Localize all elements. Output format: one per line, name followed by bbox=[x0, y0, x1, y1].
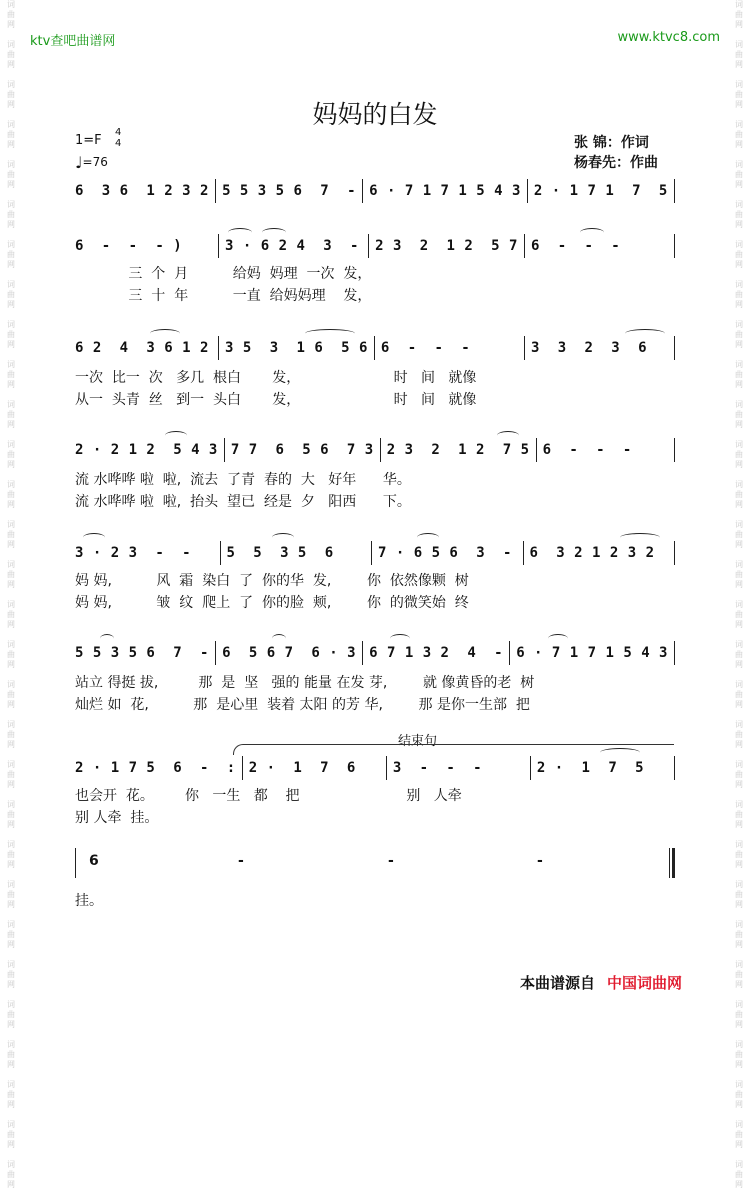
bar-line bbox=[75, 848, 76, 878]
slur-mark bbox=[272, 634, 286, 643]
composer-credit: 杨春先：作曲 bbox=[574, 155, 658, 171]
tempo-value: =76 bbox=[82, 155, 108, 169]
slur-mark bbox=[305, 329, 355, 338]
lyric-line: 别 人牵 挂。 bbox=[75, 810, 159, 826]
slur-mark bbox=[165, 431, 187, 440]
score-line bbox=[75, 437, 675, 463]
measure: 6 - - - bbox=[530, 238, 621, 254]
measure: 3 3 2 3 6 bbox=[530, 340, 648, 356]
measure: 6 7 1 3 2 4 - bbox=[369, 645, 504, 661]
slur-mark bbox=[417, 533, 439, 542]
ending-label: 结束句 bbox=[398, 734, 438, 749]
bar-line bbox=[674, 438, 675, 462]
lyric-line: 也会开 花。 你 一生 都 把 别 人牵 bbox=[75, 788, 462, 804]
final-lyric: 挂。 bbox=[75, 893, 103, 909]
ending-bracket bbox=[233, 744, 674, 755]
measure: 5 5 3 5 6 7 - bbox=[222, 183, 356, 199]
time-signature bbox=[115, 127, 121, 149]
final-note: 6 bbox=[89, 853, 99, 869]
lyric-line: 妈 妈, 风 霜 染白 了 你的华 发, 你 依然像颗 树 bbox=[75, 573, 469, 589]
tempo-marking bbox=[75, 153, 108, 172]
key-signature bbox=[75, 127, 122, 149]
final-score-line bbox=[75, 848, 675, 878]
measure: 2 3 2 1 2 5 7 bbox=[375, 238, 518, 254]
bar-line bbox=[674, 336, 675, 360]
lyric-line: 流 水哗哗 啦 啦, 抬头 望已 经是 夕 阳西 下。 bbox=[75, 494, 411, 510]
lyric-line: 流 水哗哗 啦 啦, 流去 了青 春的 大 好年 华。 bbox=[75, 472, 411, 488]
measure: 2 · 1 7 1 7 5 bbox=[533, 183, 668, 199]
credits bbox=[574, 133, 658, 173]
slur-mark bbox=[150, 329, 180, 338]
measure: 2 · 1 7 6 bbox=[248, 760, 356, 776]
slur-mark bbox=[262, 228, 286, 237]
right-watermark-strip: 词 曲 网 词 曲 网 词 曲 网 词 曲 网 词 曲 网 词 曲 网 词 曲 网 词 曲 网 词 曲 网 词 曲 网 词 曲 网 词 曲 网 词 曲 网 词 曲 网 词 曲 网 词 曲 网 词 曲 网 词 曲 网 词 曲 网 词 曲 网 词 曲 网 词 曲 网 词 曲 网 词 曲 网 词 曲 网 词 曲 网 词 曲 网 词 曲 网 词 曲 网 词 曲 网 bbox=[735, 0, 743, 1189]
measure: 6 2 4 3 6 1 2 bbox=[75, 340, 209, 356]
measure: 2 · 1 7 5 6 - : bbox=[75, 760, 236, 776]
site-url-right[interactable]: www.ktvc8.com bbox=[617, 30, 720, 45]
measure: 6 · 7 1 7 1 5 4 3 bbox=[516, 645, 668, 661]
score-line bbox=[75, 640, 675, 666]
bar-line bbox=[674, 641, 675, 665]
left-watermark-strip: 词 曲 网 词 曲 网 词 曲 网 词 曲 网 词 曲 网 词 曲 网 词 曲 网 词 曲 网 词 曲 网 词 曲 网 词 曲 网 词 曲 网 词 曲 网 词 曲 网 词 曲 网 词 曲 网 词 曲 网 词 曲 网 词 曲 网 词 曲 网 词 曲 网 词 曲 网 词 曲 网 词 曲 网 词 曲 网 词 曲 网 词 曲 网 词 曲 网 词 曲 网 词 曲 网 bbox=[7, 0, 15, 1189]
measure: 6 - - - bbox=[380, 340, 471, 356]
lyric-line: 一次 比一 次 多几 根白 发， 时 间 就像 bbox=[75, 370, 477, 386]
slur-mark bbox=[272, 533, 294, 542]
source-label: 本曲谱源自 bbox=[520, 974, 596, 992]
final-dash: - bbox=[388, 853, 394, 869]
measure: 2 · 1 7 5 bbox=[536, 760, 645, 776]
measure: 2 3 2 1 2 7 5 bbox=[386, 442, 530, 458]
slur-mark bbox=[548, 634, 568, 643]
lyric-line: 灿烂 如 花, 那 是心里 装着 太阳 的芳 华, 那 是你一生部 把 bbox=[75, 697, 530, 713]
slur-mark bbox=[83, 533, 105, 542]
measure: 6 - - - bbox=[542, 442, 632, 458]
bar-line bbox=[674, 541, 675, 565]
measure: 3 · 2 3 - - bbox=[75, 545, 192, 561]
footer-source bbox=[520, 972, 682, 993]
final-dash: - bbox=[537, 853, 543, 869]
measure: 7 7 6 5 6 7 3 bbox=[230, 442, 374, 458]
quarter-note-icon: ♩ bbox=[75, 153, 83, 172]
measure: 3 · 6 2 4 3 - bbox=[225, 238, 359, 254]
final-dash: - bbox=[238, 853, 244, 869]
measure: 5 5 3 5 6 7 - bbox=[75, 645, 209, 661]
bar-line bbox=[674, 234, 675, 258]
slur-mark bbox=[580, 228, 604, 237]
measure: 3 - - - bbox=[392, 760, 483, 776]
measure: 6 3 6 1 2 3 2 bbox=[75, 183, 209, 199]
slur-mark bbox=[625, 329, 665, 338]
slur-mark bbox=[228, 228, 252, 237]
lyric-line: 站立 得挺 拔, 那 是 坚 强的 能量 在发 芽, 就 像黄昏的老 树 bbox=[75, 675, 535, 691]
lyric-line: 三 个 月 给妈 妈理 一次 发， bbox=[75, 266, 372, 282]
measure: 3 5 3 1 6 5 6 bbox=[225, 340, 368, 356]
measure: 6 5 6 7 6 · 3 bbox=[222, 645, 356, 661]
measure: 5 5 3 5 6 bbox=[226, 545, 334, 561]
source-brand[interactable]: 中国词曲网 bbox=[607, 974, 683, 992]
slur-mark bbox=[100, 634, 114, 643]
lyric-line: 妈 妈, 皱 纹 爬上 了 你的脸 颊, 你 的微笑始 终 bbox=[75, 595, 469, 611]
site-name-left[interactable]: ktv查吧曲谱网 bbox=[30, 34, 116, 49]
measure: 7 · 6 5 6 3 - bbox=[378, 545, 512, 561]
bar-line bbox=[669, 848, 670, 878]
slur-mark bbox=[497, 431, 519, 440]
measure: 6 · 7 1 7 1 5 4 3 bbox=[369, 183, 521, 199]
score-line bbox=[75, 178, 675, 204]
score-line bbox=[75, 540, 675, 566]
lyric-line: 从一 头青 丝 到一 头白 发， 时 间 就像 bbox=[75, 392, 477, 408]
time-bottom: 4 bbox=[115, 138, 122, 149]
song-title: 妈妈的白发 bbox=[312, 100, 438, 129]
measure: 2 · 2 1 2 5 4 3 bbox=[75, 442, 218, 458]
slur-mark bbox=[390, 634, 410, 643]
key-label: 1=F bbox=[75, 133, 102, 148]
bar-line bbox=[674, 756, 675, 780]
measure: 6 - - - ) bbox=[75, 238, 183, 254]
lyricist-credit: 张 锦：作词 bbox=[574, 135, 649, 151]
score-line bbox=[75, 755, 675, 781]
lyric-line: 三 十 年 一直 给妈妈理 发， bbox=[75, 288, 372, 304]
final-bar-line bbox=[672, 848, 675, 878]
slur-mark bbox=[620, 533, 660, 542]
bar-line bbox=[674, 179, 675, 203]
time-top: 4 bbox=[115, 127, 122, 138]
measure: 6 3 2 1 2 3 2 bbox=[529, 545, 655, 561]
score-line bbox=[75, 335, 675, 361]
